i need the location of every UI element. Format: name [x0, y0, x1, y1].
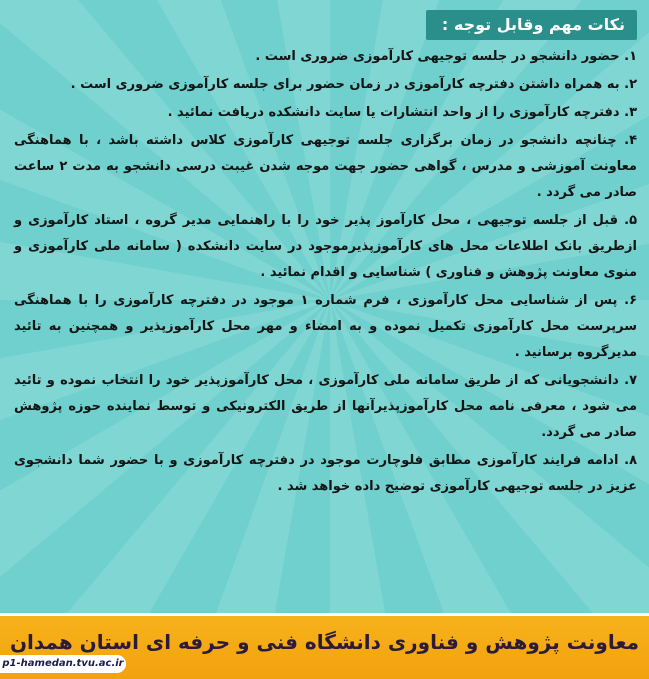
list-item: ۳. دفترچه کارآموزی را از واحد انتشارات یا سایت دانشکده دریافت نمائید . — [167, 105, 637, 120]
list-item: ۵. قبل از جلسه توجیهی ، محل کارآموز پذیر خود را با راهنمایی مدیر گروه ، استاد کارآموزی و ازطریق بانک اطلاعات محل های کارآموزپذیرموجود در سایت دانشکده ( سامانه ملی کارآموزی و منوی معاونت پژوهش و فناوری ) شناسایی و اقدام نمائید . — [14, 213, 637, 280]
footer-banner — [0, 613, 649, 679]
notes-list — [14, 44, 637, 502]
list-item: ۸. ادامه فرایند کارآموزی مطابق فلوچارت موجود در دفترچه کارآموزی و با حضور شما دانشجوی عزیز در جلسه توجیهی کارآموزی توضیح داده خواهد شد . — [14, 453, 637, 494]
list-item: ۲. به همراه داشتن دفترچه کارآموزی در زمان حضور برای جلسه کارآموزی ضروری است . — [70, 77, 637, 92]
list-item: ۶. پس از شناسایی محل کارآموزی ، فرم شماره ۱ موجود در دفترچه کارآموزی را با هماهنگی سرپرست محل کارآموزی تکمیل نموده و به امضاء و مهر محل کارآموزپذیر و همچنین به تائید مدیرگروه برسانید . — [14, 293, 637, 360]
website-link[interactable]: p1-hamedan.tvu.ac.ir — [0, 655, 126, 673]
list-item: ۴. چنانچه دانشجو در زمان برگزاری جلسه توجیهی کارآموزی کلاس داشته باشد ، با هماهنگی معاونت آموزشی و مدرس ، گواهی حضور جهت موجه شدن غیبت درسی دانشجو به مدت ۲ ساعت صادر می گردد . — [14, 133, 637, 200]
page-title: نکات مهم وقابل توجه : — [426, 10, 637, 40]
organization-name: معاونت پژوهش و فناوری دانشگاه فنی و حرفه ای استان همدان — [9, 630, 639, 654]
list-item: ۱. حضور دانشجو در جلسه توجیهی کارآموزی ضروری است . — [255, 49, 637, 64]
list-item: ۷. دانشجویانی که از طریق سامانه ملی کارآموزی ، محل کارآموزپذیر خود را انتخاب نموده و تائید می شود ، معرفی نامه محل کارآموزپذیرآنها از طریق الکترونیکی و توسط نماینده حوزه پژوهش صادر می گردد. — [14, 373, 637, 440]
